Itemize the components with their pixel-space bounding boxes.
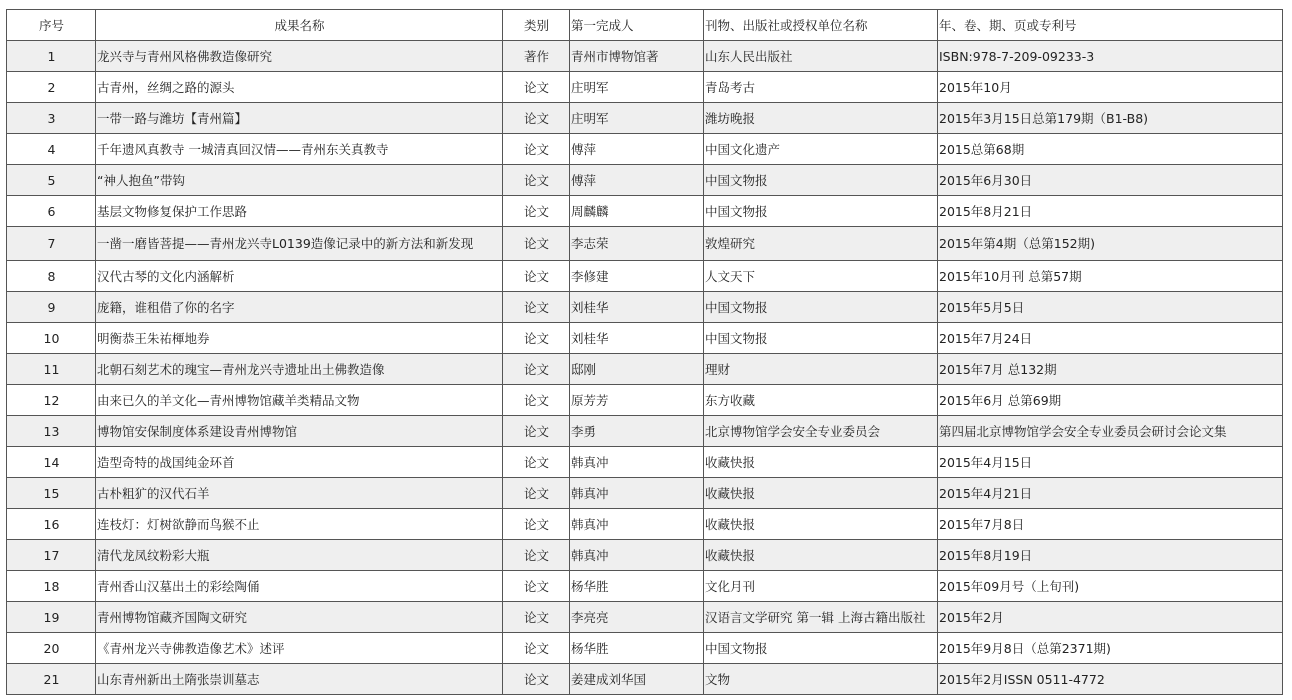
cell-publisher: 东方收藏: [704, 385, 938, 416]
table-row: [7, 354, 1283, 385]
cell-title: 基层文物修复保护工作思路: [96, 196, 503, 227]
cell-issue: 2015年7月 总132期: [938, 354, 1283, 385]
cell-author: 青州市博物馆著: [570, 41, 704, 72]
cell-issue: 2015年10月: [938, 72, 1283, 103]
cell-author: 韩真冲: [570, 540, 704, 571]
cell-author: 原芳芳: [570, 385, 704, 416]
cell-author: 杨华胜: [570, 571, 704, 602]
header-issue: 年、卷、期、页或专利号: [938, 10, 1283, 41]
cell-author: 庄明军: [570, 103, 704, 134]
cell-no: 14: [7, 447, 96, 478]
cell-no: 11: [7, 354, 96, 385]
cell-title: 一带一路与潍坊【青州篇】: [96, 103, 503, 134]
cell-issue: 2015年7月8日: [938, 509, 1283, 540]
cell-publisher: 中国文物报: [704, 292, 938, 323]
cell-publisher: 潍坊晚报: [704, 103, 938, 134]
cell-title: 古青州，丝绸之路的源头: [96, 72, 503, 103]
table-row: [7, 416, 1283, 447]
cell-title: 汉代古琴的文化内涵解析: [96, 261, 503, 292]
table-body: [7, 41, 1283, 695]
cell-no: 7: [7, 227, 96, 261]
cell-no: 3: [7, 103, 96, 134]
cell-author: 杨华胜: [570, 633, 704, 664]
cell-author: 韩真冲: [570, 509, 704, 540]
table-row: [7, 72, 1283, 103]
cell-publisher: 山东人民出版社: [704, 41, 938, 72]
cell-category: 论文: [503, 227, 570, 261]
cell-issue: 2015年2月ISSN 0511-4772: [938, 664, 1283, 695]
cell-author: 韩真冲: [570, 447, 704, 478]
cell-author: 韩真冲: [570, 478, 704, 509]
cell-no: 21: [7, 664, 96, 695]
cell-category: 论文: [503, 509, 570, 540]
cell-category: 论文: [503, 571, 570, 602]
cell-publisher: 收藏快报: [704, 447, 938, 478]
cell-author: 刘桂华: [570, 323, 704, 354]
cell-issue: 2015年第4期（总第152期): [938, 227, 1283, 261]
table-row: [7, 103, 1283, 134]
cell-category: 论文: [503, 134, 570, 165]
cell-title: 北朝石刻艺术的瑰宝—青州龙兴寺遗址出土佛教造像: [96, 354, 503, 385]
cell-author: 傅萍: [570, 134, 704, 165]
cell-issue: 2015年2月: [938, 602, 1283, 633]
table-row: [7, 292, 1283, 323]
cell-category: 著作: [503, 41, 570, 72]
header-no: 序号: [7, 10, 96, 41]
cell-no: 18: [7, 571, 96, 602]
cell-category: 论文: [503, 540, 570, 571]
table-row: [7, 227, 1283, 261]
cell-category: 论文: [503, 385, 570, 416]
table-row: [7, 261, 1283, 292]
cell-issue: 2015年10月刊 总第57期: [938, 261, 1283, 292]
cell-no: 19: [7, 602, 96, 633]
cell-title: 山东青州新出土隋张崇训墓志: [96, 664, 503, 695]
cell-publisher: 敦煌研究: [704, 227, 938, 261]
cell-no: 2: [7, 72, 96, 103]
cell-author: 邸刚: [570, 354, 704, 385]
cell-issue: 2015年6月 总第69期: [938, 385, 1283, 416]
cell-title: 庞籍，谁租借了你的名字: [96, 292, 503, 323]
cell-publisher: 中国文化遗产: [704, 134, 938, 165]
cell-publisher: 北京博物馆学会安全专业委员会: [704, 416, 938, 447]
cell-no: 13: [7, 416, 96, 447]
cell-publisher: 中国文物报: [704, 633, 938, 664]
cell-no: 16: [7, 509, 96, 540]
cell-title: “神人抱鱼”带钩: [96, 165, 503, 196]
cell-author: 李勇: [570, 416, 704, 447]
cell-category: 论文: [503, 165, 570, 196]
cell-no: 4: [7, 134, 96, 165]
cell-title: 由来已久的羊文化—青州博物馆藏羊类精品文物: [96, 385, 503, 416]
cell-issue: 2015年09月号（上旬刊): [938, 571, 1283, 602]
cell-author: 姜建成刘华国: [570, 664, 704, 695]
cell-no: 10: [7, 323, 96, 354]
header-row: [7, 10, 1283, 41]
cell-no: 6: [7, 196, 96, 227]
cell-no: 9: [7, 292, 96, 323]
cell-issue: 2015年7月24日: [938, 323, 1283, 354]
cell-publisher: 收藏快报: [704, 540, 938, 571]
cell-publisher: 汉语言文学研究 第一辑 上海古籍出版社: [704, 602, 938, 633]
table-row: [7, 447, 1283, 478]
cell-category: 论文: [503, 478, 570, 509]
cell-category: 论文: [503, 292, 570, 323]
cell-publisher: 收藏快报: [704, 478, 938, 509]
header-publisher: 刊物、出版社或授权单位名称: [704, 10, 938, 41]
cell-publisher: 中国文物报: [704, 196, 938, 227]
table-row: [7, 196, 1283, 227]
cell-category: 论文: [503, 103, 570, 134]
cell-title: 造型奇特的战国纯金环首: [96, 447, 503, 478]
cell-issue: 2015年8月19日: [938, 540, 1283, 571]
cell-author: 李亮亮: [570, 602, 704, 633]
cell-publisher: 收藏快报: [704, 509, 938, 540]
cell-title: 《青州龙兴寺佛教造像艺术》述评: [96, 633, 503, 664]
cell-title: 古朴粗犷的汉代石羊: [96, 478, 503, 509]
cell-category: 论文: [503, 602, 570, 633]
cell-category: 论文: [503, 261, 570, 292]
cell-no: 15: [7, 478, 96, 509]
cell-author: 李志荣: [570, 227, 704, 261]
cell-title: 一凿一磨皆菩提——青州龙兴寺L0139造像记录中的新方法和新发现: [96, 227, 503, 261]
cell-publisher: 人文天下: [704, 261, 938, 292]
cell-issue: ISBN:978-7-209-09233-3: [938, 41, 1283, 72]
table-row: [7, 540, 1283, 571]
cell-publisher: 中国文物报: [704, 323, 938, 354]
table-row: [7, 633, 1283, 664]
cell-issue: 2015年4月15日: [938, 447, 1283, 478]
cell-issue: 2015年9月8日（总第2371期): [938, 633, 1283, 664]
table-row: [7, 602, 1283, 633]
cell-issue: 2015总第68期: [938, 134, 1283, 165]
cell-publisher: 青岛考古: [704, 72, 938, 103]
header-category: 类别: [503, 10, 570, 41]
cell-title: 千年遗风真教寺 一城清真回汉情——青州东关真教寺: [96, 134, 503, 165]
cell-no: 12: [7, 385, 96, 416]
cell-title: 连枝灯：灯树欲静而鸟猴不止: [96, 509, 503, 540]
cell-no: 17: [7, 540, 96, 571]
table-header: [7, 10, 1283, 41]
cell-issue: 2015年3月15日总第179期（B1-B8): [938, 103, 1283, 134]
cell-author: 刘桂华: [570, 292, 704, 323]
table-row: [7, 134, 1283, 165]
cell-publisher: 理财: [704, 354, 938, 385]
cell-category: 论文: [503, 416, 570, 447]
table-row: [7, 571, 1283, 602]
cell-category: 论文: [503, 354, 570, 385]
cell-title: 龙兴寺与青州风格佛教造像研究: [96, 41, 503, 72]
cell-title: 青州香山汉墓出土的彩绘陶俑: [96, 571, 503, 602]
cell-category: 论文: [503, 447, 570, 478]
table-row: [7, 478, 1283, 509]
cell-title: 青州博物馆藏齐国陶文研究: [96, 602, 503, 633]
table-row: [7, 41, 1283, 72]
table-row: [7, 323, 1283, 354]
cell-title: 博物馆安保制度体系建设青州博物馆: [96, 416, 503, 447]
cell-author: 李修建: [570, 261, 704, 292]
cell-no: 5: [7, 165, 96, 196]
table-row: [7, 385, 1283, 416]
cell-issue: 2015年8月21日: [938, 196, 1283, 227]
publications-table: [6, 9, 1283, 695]
cell-author: 傅萍: [570, 165, 704, 196]
cell-title: 明衡恭王朱祐楎地券: [96, 323, 503, 354]
table-row: [7, 165, 1283, 196]
cell-publisher: 文物: [704, 664, 938, 695]
cell-no: 1: [7, 41, 96, 72]
cell-title: 清代龙凤纹粉彩大瓶: [96, 540, 503, 571]
table-row: [7, 664, 1283, 695]
cell-category: 论文: [503, 323, 570, 354]
header-title: 成果名称: [96, 10, 503, 41]
table-row: [7, 509, 1283, 540]
cell-no: 20: [7, 633, 96, 664]
cell-category: 论文: [503, 664, 570, 695]
cell-issue: 2015年5月5日: [938, 292, 1283, 323]
cell-issue: 2015年4月21日: [938, 478, 1283, 509]
cell-author: 周麟麟: [570, 196, 704, 227]
cell-publisher: 文化月刊: [704, 571, 938, 602]
cell-category: 论文: [503, 633, 570, 664]
cell-author: 庄明军: [570, 72, 704, 103]
cell-publisher: 中国文物报: [704, 165, 938, 196]
cell-no: 8: [7, 261, 96, 292]
header-author: 第一完成人: [570, 10, 704, 41]
cell-category: 论文: [503, 196, 570, 227]
cell-issue: 第四届北京博物馆学会安全专业委员会研讨会论文集: [938, 416, 1283, 447]
cell-issue: 2015年6月30日: [938, 165, 1283, 196]
cell-category: 论文: [503, 72, 570, 103]
